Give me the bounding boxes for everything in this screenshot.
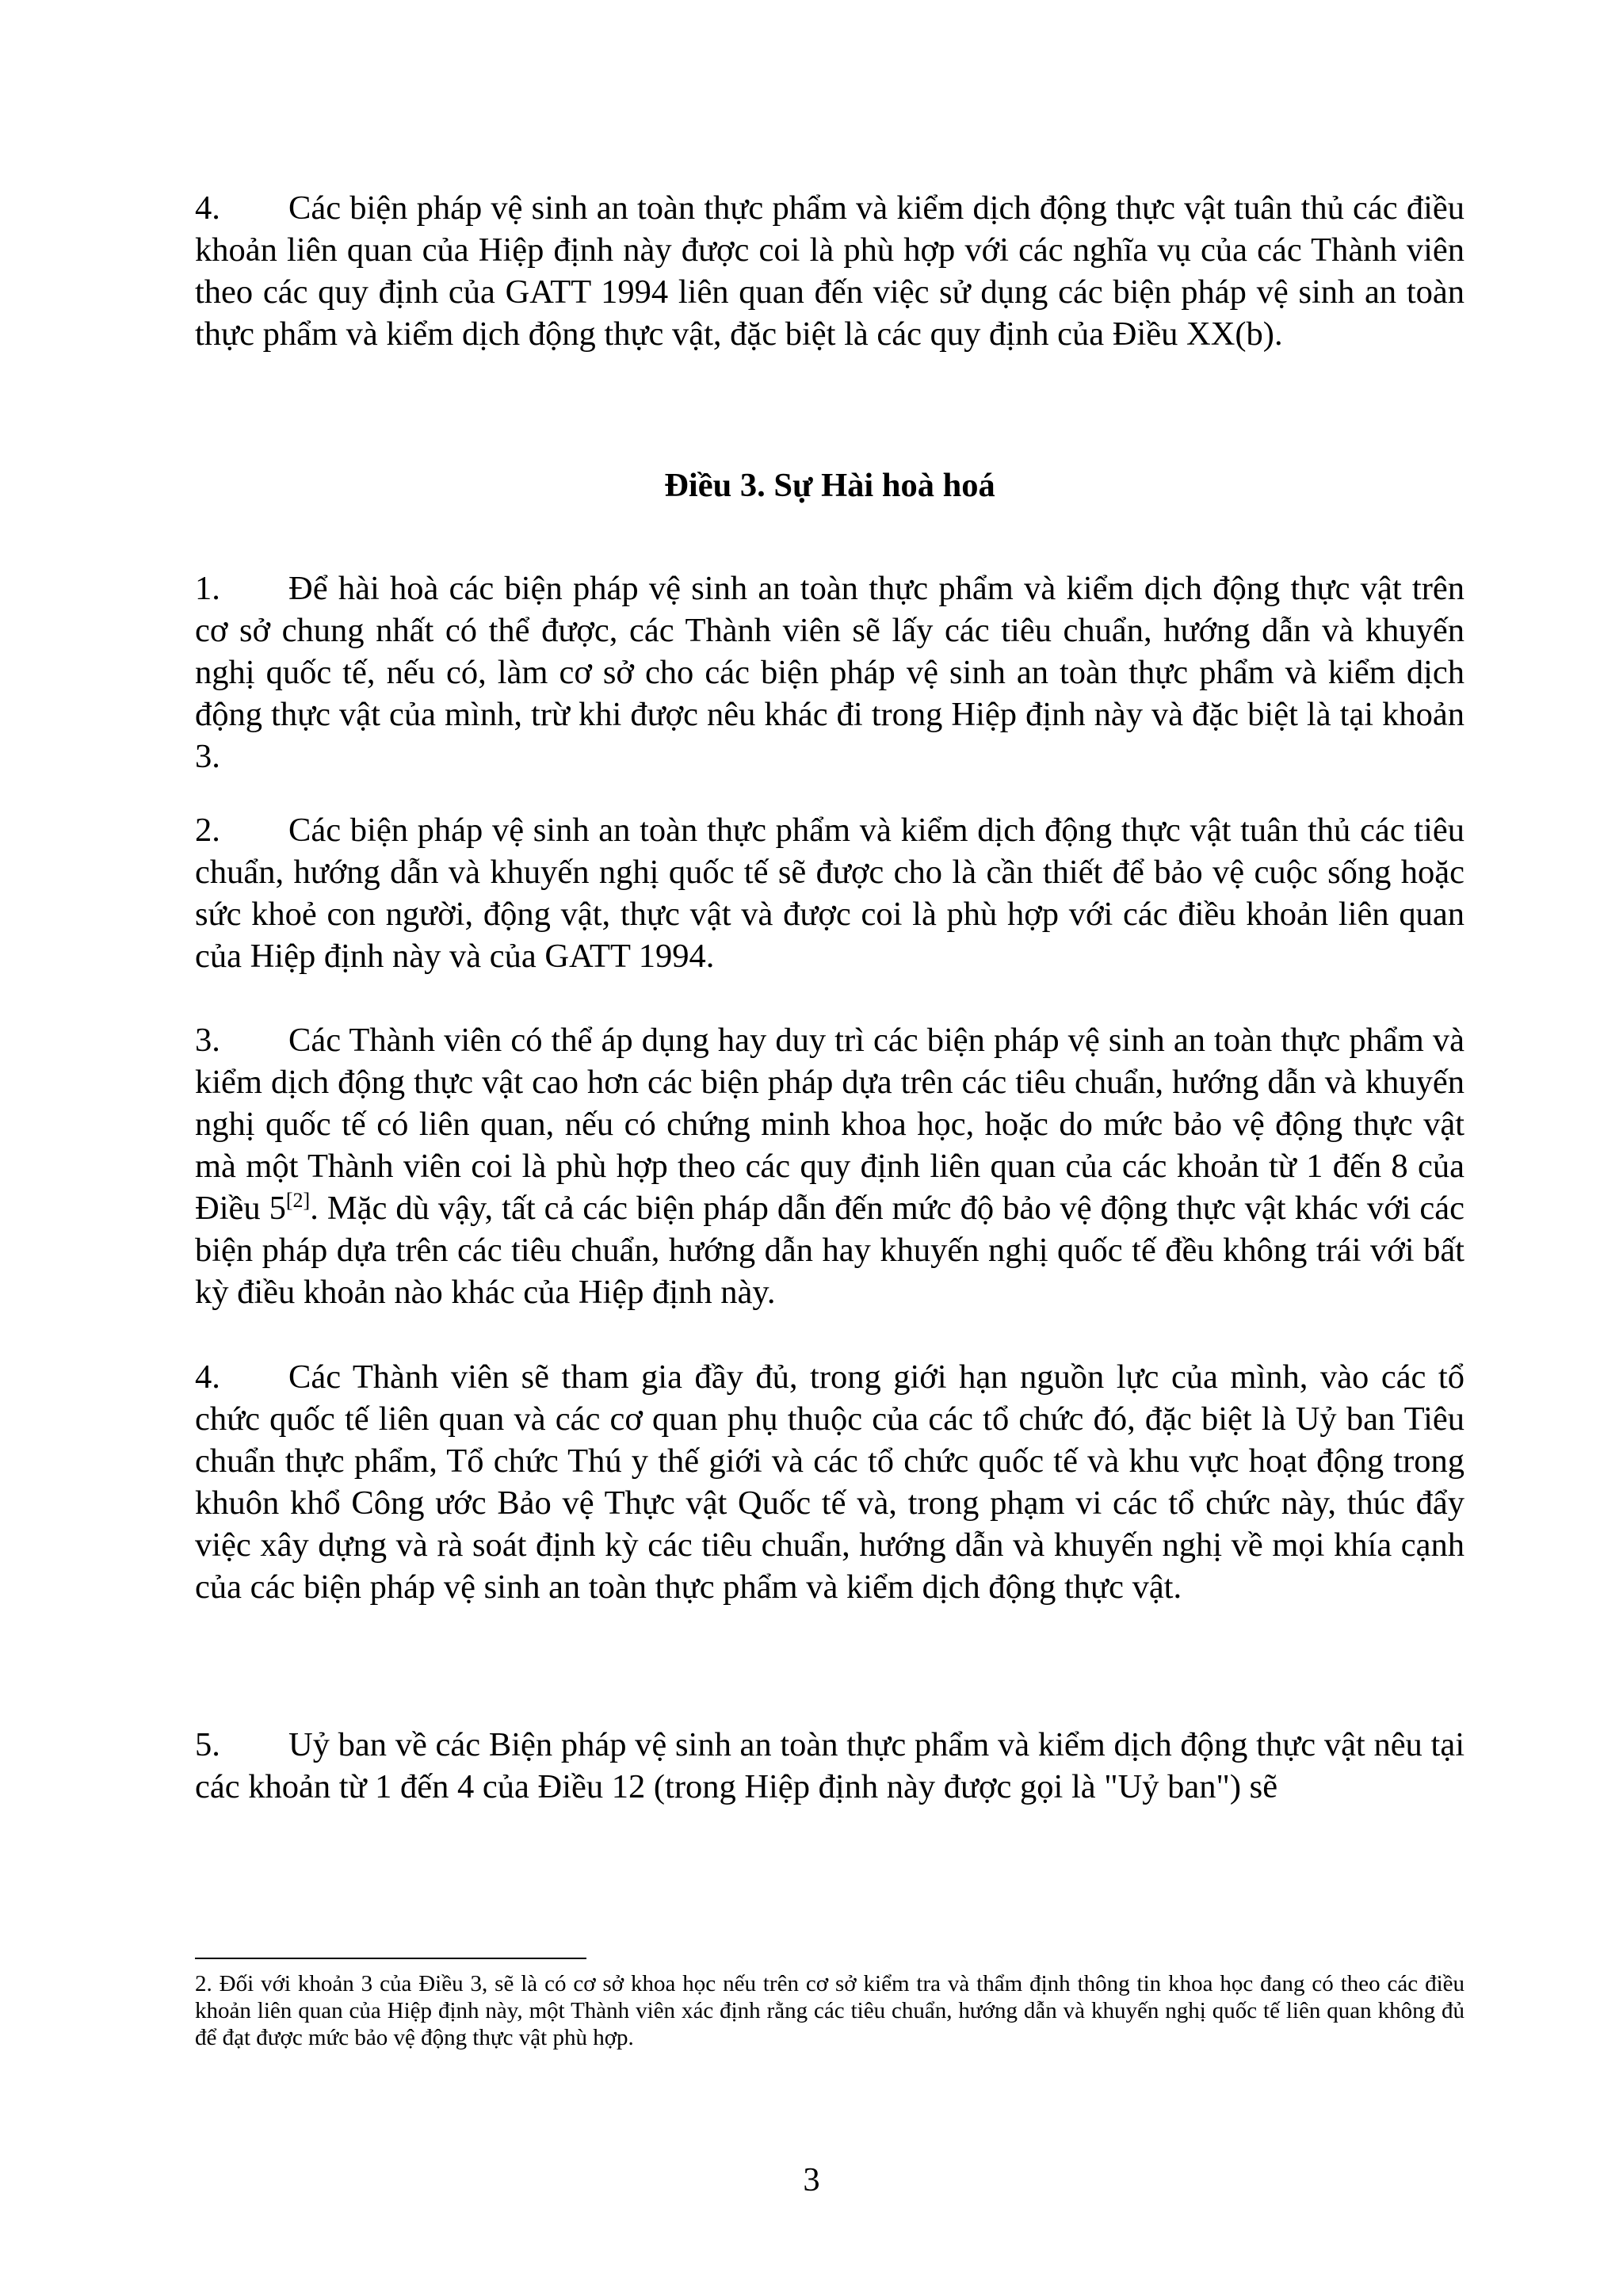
article3-paragraph-3 <box>195 1019 1465 1313</box>
article-heading: Điều 3. Sự Hài hoà hoá <box>664 467 995 504</box>
footnote-2: 2. Đối với khoản 3 của Điều 3, sẽ là có cơ sở khoa học nếu trên cơ sở kiểm tra và thẩm định thông tin khoa học đang có theo các điều khoản liên quan của Hiệp định này, một Thành viên xác định rằng các tiêu chuẩn, hướng dẫn và khuyến nghị quốc tế liên quan không đủ để đạt được mức bảo vệ động thực vật phù hợp. <box>195 1971 1465 2050</box>
paragraph-4-previous-article <box>195 187 1465 355</box>
page-number: 3 <box>803 2161 820 2199</box>
paragraph-text: Các biện pháp vệ sinh an toàn thực phẩm và kiểm dịch động thực vật tuân thủ các tiêu chuẩn, hướng dẫn và khuyến nghị quốc tế sẽ được cho là cần thiết để bảo vệ cuộc sống hoặc sức khoẻ con người, động vật, thực vật và được coi là phù hợp với các điều khoản liên quan của Hiệp định này và của GATT 1994. <box>195 812 1465 975</box>
article3-paragraph-5 <box>195 1724 1465 1808</box>
paragraph-number: 4. <box>195 189 220 227</box>
paragraph-text: Các biện pháp vệ sinh an toàn thực phẩm và kiểm dịch động thực vật tuân thủ các điều khoản liên quan của Hiệp định này được coi là phù hợp với các nghĩa vụ của các Thành viên theo các quy định của GATT 1994 liên quan đến việc sử dụng các biện pháp vệ sinh an toàn thực phẩm và kiểm dịch động thực vật, đặc biệt là các quy định của Điều XX(b). <box>195 189 1465 353</box>
paragraph-number: 3. <box>195 1022 220 1059</box>
paragraph-number: 2. <box>195 812 220 849</box>
paragraph-number: 5. <box>195 1726 220 1763</box>
article3-paragraph-4 <box>195 1356 1465 1608</box>
footnote-separator <box>195 1958 586 1959</box>
article3-paragraph-1 <box>195 567 1465 777</box>
paragraph-text: Uỷ ban về các Biện pháp vệ sinh an toàn thực phẩm và kiểm dịch động thực vật nêu tại các khoản từ 1 đến 4 của Điều 12 (trong Hiệp định này được gọi là "Uỷ ban") sẽ <box>195 1726 1465 1805</box>
paragraph-text-before-footnote: Các Thành viên có thể áp dụng hay duy trì các biện pháp vệ sinh an toàn thực phẩm và kiểm dịch động thực vật cao hơn các biện pháp dựa trên các tiêu chuẩn, hướng dẫn và khuyến nghị quốc tế có liên quan, nếu có chứng minh khoa học, hoặc do mức bảo vệ động thực vật mà một Thành viên coi là phù hợp theo các quy định liên quan của các khoản từ 1 đến 8 của Điều 5 <box>195 1022 1465 1227</box>
footnote-reference[interactable]: [2] <box>285 1188 311 1212</box>
paragraph-text-after-footnote: . Mặc dù vậy, tất cả các biện pháp dẫn đến mức độ bảo vệ động thực vật khác với các biện pháp dựa trên các tiêu chuẩn, hướng dẫn hay khuyến nghị quốc tế đều không trái với bất kỳ điều khoản nào khác của Hiệp định này. <box>195 1190 1465 1311</box>
paragraph-text: Để hài hoà các biện pháp vệ sinh an toàn thực phẩm và kiểm dịch động thực vật trên cơ sở chung nhất có thể được, các Thành viên sẽ lấy các tiêu chuẩn, hướng dẫn và khuyến nghị quốc tế, nếu có, làm cơ sở cho các biện pháp vệ sinh an toàn thực phẩm và kiểm dịch động thực vật của mình, trừ khi được nêu khác đi trong Hiệp định này và đặc biệt là tại khoản 3. <box>195 570 1465 775</box>
paragraph-text: Các Thành viên sẽ tham gia đầy đủ, trong giới hạn nguồn lực của mình, vào các tổ chức quốc tế liên quan và các cơ quan phụ thuộc của các tổ chức đó, đặc biệt là Uỷ ban Tiêu chuẩn thực phẩm, Tổ chức Thú y thế giới và các tổ chức quốc tế và khu vực hoạt động trong khuôn khổ Công ước Bảo vệ Thực vật Quốc tế và, trong phạm vi các tổ chức này, thúc đẩy việc xây dựng và rà soát định kỳ các tiêu chuẩn, hướng dẫn và khuyến nghị về mọi khía cạnh của các biện pháp vệ sinh an toàn thực phẩm và kiểm dịch động thực vật. <box>195 1358 1465 1606</box>
article3-paragraph-2 <box>195 809 1465 977</box>
paragraph-number: 4. <box>195 1358 220 1396</box>
paragraph-number: 1. <box>195 570 220 607</box>
